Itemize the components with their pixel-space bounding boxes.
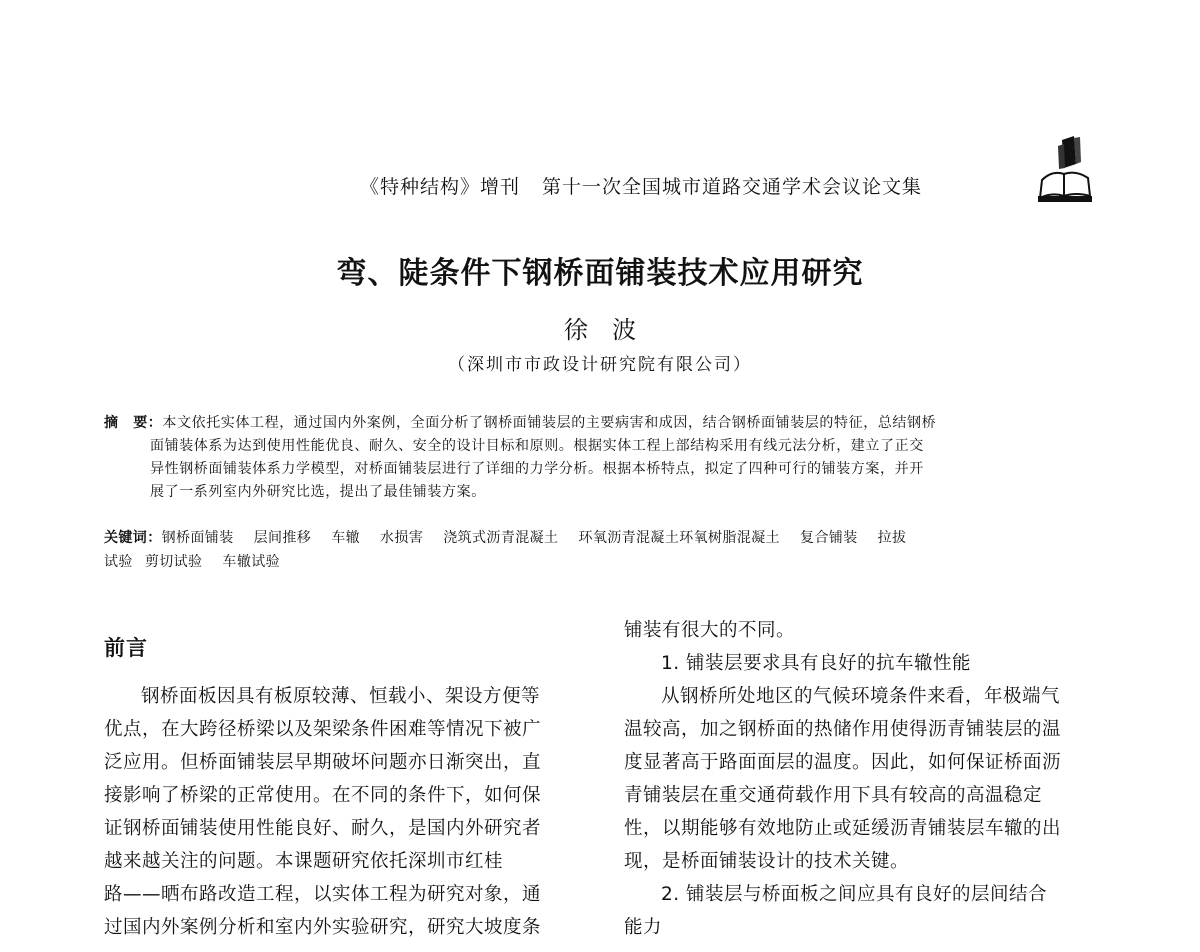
item-1-line: 度显著高于路面面层的温度。因此，如何保证桥面沥: [624, 752, 1062, 773]
abstract-line-3: 异性钢桥面铺装体系力学模型，对桥面铺装层进行了详细的力学分析。根据本桥特点，拟定了四种可行的铺装方案，并开: [150, 461, 924, 477]
book-logo-icon: [1034, 136, 1096, 204]
abstract-label: 摘 要：: [104, 415, 163, 431]
abstract-line-4: 展了一系列室内外研究比选，提出了最佳铺装方案。: [150, 484, 486, 500]
keyword: 层间推移: [253, 530, 312, 546]
abstract-line-2: 面铺装体系为达到使用性能优良、耐久、安全的设计目标和原则。根据实体工程上部结构采用有线元法分析，建立了正交: [150, 438, 924, 454]
section-heading-introduction: 前言: [104, 636, 148, 660]
journal-name: 《特种结构》增刊: [360, 176, 521, 198]
keyword: 环氧沥青混凝土环氧树脂混凝土: [578, 530, 781, 546]
keywords-line-1: [104, 526, 1114, 550]
intro-line: 越来越关注的问题。本课题研究依托深圳市红桂: [104, 851, 504, 872]
left-column-body: [104, 680, 580, 944]
keyword: 车辙: [331, 530, 361, 546]
keyword: 剪切试验: [144, 554, 203, 570]
keyword: 车辙试验: [222, 554, 281, 570]
item-1-line: 性，以期能够有效地防止或延缓沥青铺装层车辙的出: [624, 818, 1062, 839]
intro-line: 接影响了桥梁的正常使用。在不同的条件下，如何保: [104, 785, 542, 806]
intro-line: 优点，在大跨径桥梁以及架梁条件困难等情况下被广: [104, 719, 542, 740]
author-name: 徐波: [564, 316, 660, 344]
keywords-label: 关键词：: [104, 530, 162, 546]
keyword: 水损害: [380, 530, 424, 546]
running-header: [360, 172, 922, 199]
keywords: [104, 526, 1114, 574]
item-1-line: 青铺装层在重交通荷载作用下具有较高的高温稳定: [624, 785, 1043, 806]
intro-line: 钢桥面板因具有板原较薄、恒载小、架设方便等: [141, 686, 541, 707]
abstract: [104, 412, 1114, 504]
item-2-title-cont: 能力: [624, 917, 663, 938]
intro-line: 路——晒布路改造工程，以实体工程为研究对象，通: [104, 884, 542, 905]
paper-title: 弯、陡条件下钢桥面铺装技术应用研究: [336, 256, 864, 291]
keyword: 复合铺装: [800, 530, 858, 546]
continuation-line: 铺装有很大的不同。: [624, 620, 796, 641]
intro-line: 泛应用。但桥面铺装层早期破坏问题亦日渐突出，直: [104, 752, 542, 773]
author-affiliation: （深圳市市政设计研究院有限公司）: [448, 355, 752, 375]
abstract-text: 本文依托实体工程，通过国内外案例，全面分析了钢桥面铺装层的主要病害和成因，结合钢桥面铺装层的特征，总结钢桥: [162, 415, 937, 431]
intro-line: 过国内外案例分析和室内外实验研究，研究大坡度条: [104, 917, 542, 938]
abstract-line-1: [104, 412, 1114, 435]
item-1-line: 温较高，加之钢桥面的热储作用使得沥青铺装层的温: [624, 719, 1062, 740]
item-1-line: 从钢桥所处地区的气候环境条件来看，年极端气: [661, 686, 1061, 707]
keywords-line-2: [104, 550, 1114, 574]
item-1-line: 现，是桥面铺装设计的技术关键。: [624, 851, 910, 872]
keyword: 拉拔: [877, 530, 907, 546]
keyword: 钢桥面铺装: [161, 530, 234, 546]
right-column-body: [624, 614, 1120, 944]
item-2-title: 2. 铺装层与桥面板之间应具有良好的层间结合: [661, 884, 1048, 905]
keyword: 浇筑式沥青混凝土: [443, 530, 559, 546]
intro-line: 证钢桥面铺装使用性能良好、耐久，是国内外研究者: [104, 818, 542, 839]
keyword: 试验: [104, 554, 133, 570]
item-1-title: 1. 铺装层要求具有良好的抗车辙性能: [661, 653, 972, 674]
conference-name: 第十一次全国城市道路交通学术会议论文集: [542, 176, 923, 198]
